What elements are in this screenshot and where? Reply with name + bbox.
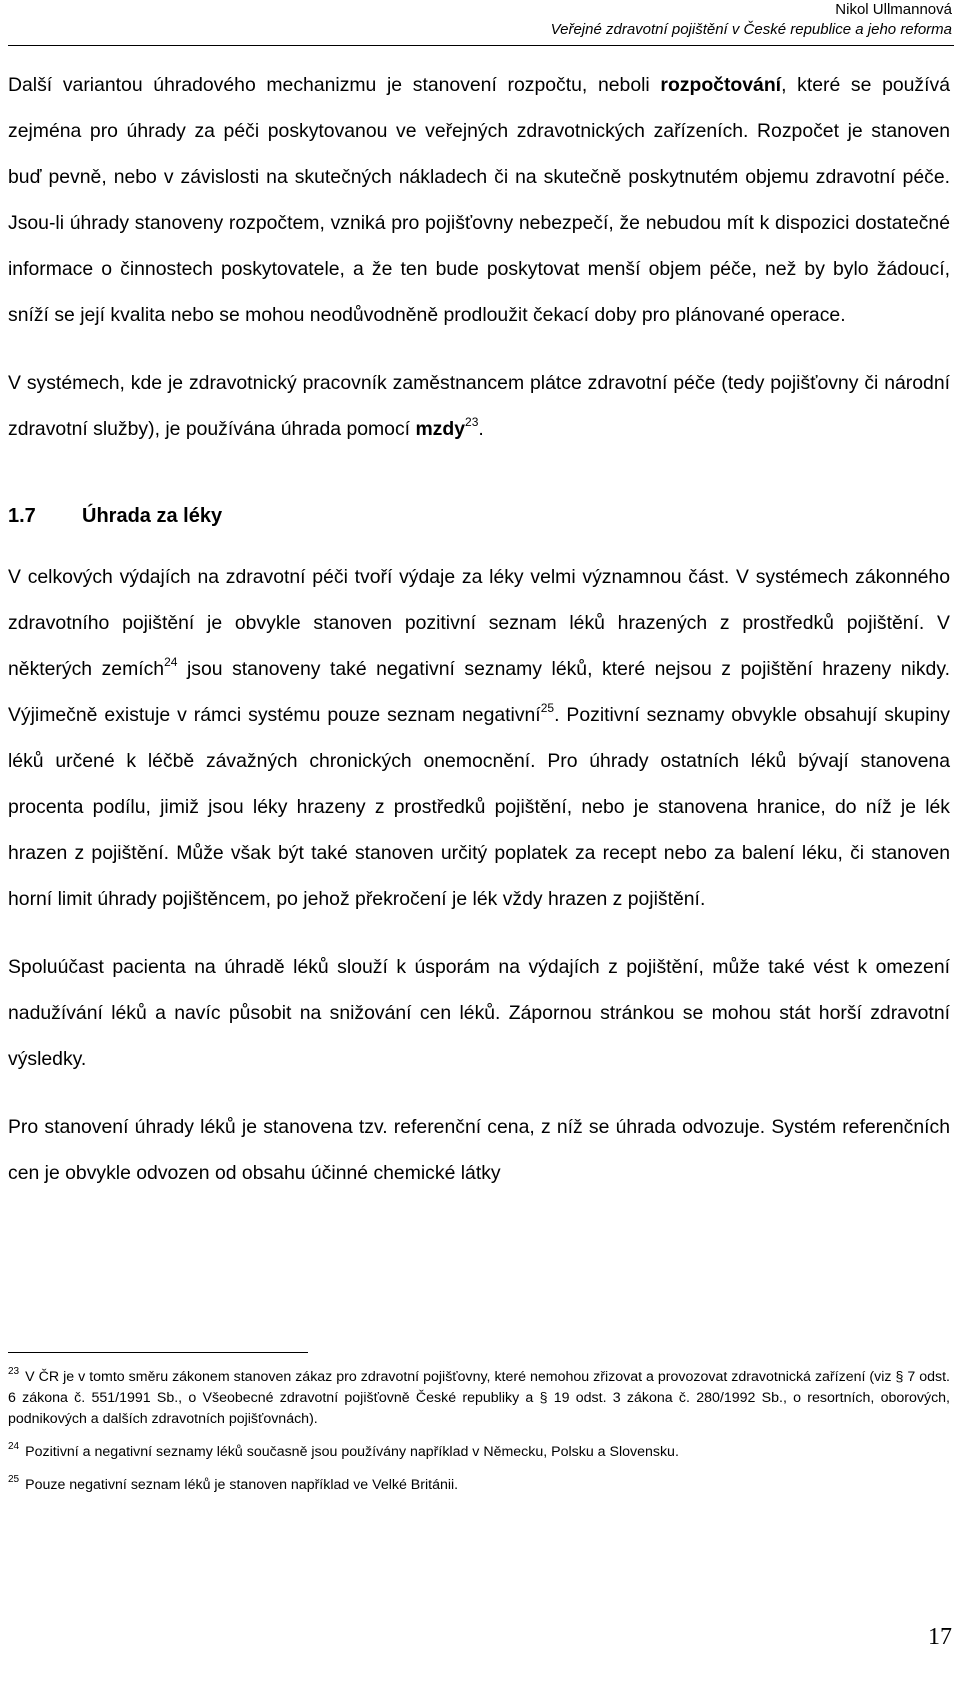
- footnote-number: 23: [8, 1366, 20, 1377]
- bold-term: rozpočtování: [660, 74, 782, 96]
- footnote-text: V ČR je v tomto směru zákonem stanoven zákaz pro zdravotní pojišťovny, které nemohou zřizovat a provozovat zdravotnická zařízení (viz § 7 odst. 6 zákona č. 551/1991 Sb., o Všeobecné zdravotní pojišťovně České republiky a § 19 odst. 3 zákona č. 280/1992 Sb., o resortních, oborových, podnikových a dalších zdravotních pojišťovnách).: [8, 1369, 950, 1427]
- text-run: V celkových výdajích na zdravotní péči tvoří výdaje za léky velmi významnou část. V systémech zákonného zdravotního pojištění je obvykle stanoven pozitivní seznam léků hrazených z prostředků pojištění. V některých zemích: [8, 566, 950, 680]
- header-title: Veřejné zdravotní pojištění v České republice a jeho reforma: [550, 21, 952, 38]
- footnote-ref: 24: [164, 655, 178, 669]
- page-number: 17: [928, 1624, 952, 1650]
- footnotes: [8, 1352, 950, 1508]
- text-run: . Pozitivní seznamy obvykle obsahují skupiny léků určené k léčbě závažných chronických onemocnění. Pro úhrady ostatních léků bývají stanovena procenta podílu, jimiž jsou léky hrazeny z prostředků pojištění, nebo je stanovena hranice, do níž je lék hrazen z pojištění. Může však být také stanoven určitý poplatek za recept nebo za balení léku, či stanoven horní limit úhrady pojištěncem, po jehož překročení je lék vždy hrazen z pojištění.: [8, 704, 950, 910]
- paragraph-budgeting: [8, 62, 950, 338]
- text-run: jsou stanoveny také negativní seznamy léků, které nejsou z pojištění hrazeny nikdy. Výjimečně existuje v rámci systému pouze seznam negativní: [8, 658, 950, 726]
- footnote-25: [8, 1475, 950, 1496]
- section-title: Úhrada za léky: [82, 505, 223, 527]
- footnote-ref: 25: [540, 701, 555, 715]
- section-heading: [8, 500, 950, 532]
- header-author: Nikol Ullmannová: [835, 1, 952, 18]
- text-run: , které se používá zejména pro úhrady za péči poskytovanou ve veřejných zdravotnických zařízeních. Rozpočet je stanoven buď pevně, nebo v závislosti na skutečných nákladech či na skutečně poskytnutém objemu zdravotní péče. Jsou-li úhrady stanoveny rozpočtem, vzniká pro pojišťovny nebezpečí, že nebudou mít k dispozici dostatečné informace o činnostech poskytovatele, a že ten bude poskytovat menší objem péče, než by bylo žádoucí, sníží se její kvalita nebo se mohou neodůvodněně prodloužit čekací doby pro plánované operace.: [8, 74, 950, 326]
- text-run: V systémech, kde je zdravotnický pracovník zaměstnancem plátce zdravotní péče (tedy pojišťovny či národní zdravotní služby), je používána úhrada pomocí: [8, 372, 950, 440]
- footnote-23: [8, 1367, 950, 1430]
- footnote-text: Pouze negativní seznam léků je stanoven například ve Velké Británii.: [25, 1477, 459, 1493]
- paragraph-copayment: Spoluúčast pacienta na úhradě léků slouží k úsporám na výdajích z pojištění, může také vést k omezení nadužívání léků a navíc působit na snižování cen léků. Zápornou stránkou se mohou stát horší zdravotní výsledky.: [8, 956, 950, 1070]
- footnote-number: 24: [8, 1441, 20, 1452]
- footnote-ref: 23: [465, 415, 479, 429]
- footnote-number: 25: [8, 1474, 20, 1485]
- running-header: [551, 0, 952, 40]
- header-rule: [8, 45, 954, 46]
- text-run: Další variantou úhradového mechanizmu je stanovení rozpočtu, neboli: [8, 74, 661, 96]
- footnote-rule: [8, 1352, 308, 1353]
- paragraph-drug-lists: [8, 554, 950, 922]
- footnote-text: Pozitivní a negativní seznamy léků současně jsou používány například v Německu, Polsku a Slovensku.: [25, 1444, 679, 1460]
- bold-term: mzdy: [415, 418, 466, 440]
- paragraph-reference-price: Pro stanovení úhrady léků je stanovena tzv. referenční cena, z níž se úhrada odvozuje. Systém referenčních cen je obvykle odvozen od obsahu účinné chemické látky: [8, 1116, 950, 1184]
- body-text: [8, 62, 950, 1196]
- footnote-24: [8, 1442, 950, 1463]
- section-number: 1.7: [8, 505, 36, 527]
- paragraph-salary: [8, 360, 950, 452]
- text-run: .: [478, 418, 484, 440]
